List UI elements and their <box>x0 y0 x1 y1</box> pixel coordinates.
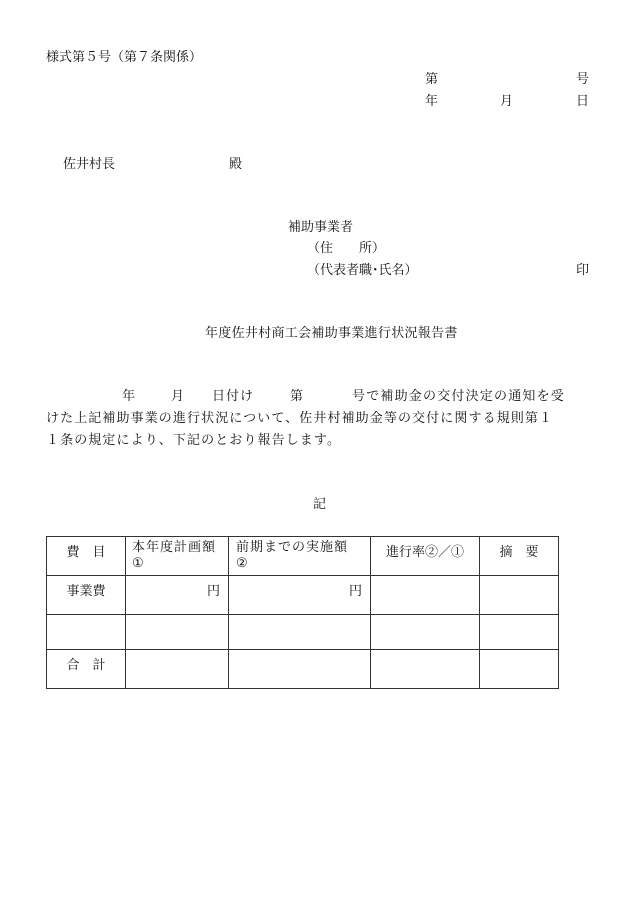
date-year: 年 <box>425 94 439 109</box>
form-label: 様式第５号（第７条関係） <box>46 50 203 65</box>
body-month: 月 <box>171 389 185 404</box>
body-day-suffix: 日付け <box>212 389 255 404</box>
header-plan-line2: ① <box>132 556 145 571</box>
body-line2: けた上記補助事業の進行状況について、佐井村補助金等の交付に関する規則第１ <box>46 411 554 426</box>
row-project-cost-rate <box>371 576 480 615</box>
addressee-honorific: 殿 <box>229 157 243 172</box>
row-project-cost-plan: 円 <box>126 576 229 615</box>
body-line3: １条の規定により、下記のとおり報告します。 <box>46 433 342 448</box>
row-project-cost-actual: 円 <box>229 576 371 615</box>
addressee-name: 佐井村長 <box>63 157 116 172</box>
table-row <box>47 650 559 689</box>
header-actual <box>229 537 371 576</box>
doc-number-prefix: 第 <box>425 72 439 87</box>
doc-number-suffix: 号 <box>576 72 590 87</box>
row-total-rate <box>371 650 480 689</box>
row-blank-label <box>47 615 126 650</box>
applicant-address: （住 所） <box>307 241 386 256</box>
progress-table <box>46 536 559 689</box>
date-day: 日 <box>576 94 590 109</box>
table-header-row <box>47 537 559 576</box>
row-total-note <box>480 650 559 689</box>
row-total-plan <box>126 650 229 689</box>
row-project-cost-label: 事業費 <box>47 576 126 615</box>
header-note: 摘 要 <box>480 537 559 576</box>
row-blank-rate <box>371 615 480 650</box>
report-title: 年度佐井村商工会補助事業進行状況報告書 <box>205 326 458 341</box>
date-month: 月 <box>500 94 514 109</box>
table-row <box>47 615 559 650</box>
row-total-label: 合 計 <box>47 650 126 689</box>
row-blank-note <box>480 615 559 650</box>
body-line1-tail: 号で補助金の交付決定の通知を受 <box>352 389 566 404</box>
row-blank-actual <box>229 615 371 650</box>
row-project-cost-note <box>480 576 559 615</box>
seal-mark: 印 <box>576 263 590 278</box>
body-number-prefix: 第 <box>290 389 304 404</box>
applicant-title: 補助事業者 <box>288 220 354 235</box>
applicant-representative: （代表者職･氏名） <box>307 263 418 278</box>
header-actual-line1: 前期までの実施額 <box>236 540 349 555</box>
header-item: 費 目 <box>47 537 126 576</box>
header-plan <box>126 537 229 576</box>
row-total-actual <box>229 650 371 689</box>
table-row <box>47 576 559 615</box>
header-plan-line1: 本年度計画額 <box>132 540 217 555</box>
header-rate: 進行率②／① <box>371 537 480 576</box>
row-blank-plan <box>126 615 229 650</box>
body-year: 年 <box>122 389 136 404</box>
header-actual-line2: ② <box>236 556 249 571</box>
ki-label: 記 <box>313 497 327 512</box>
